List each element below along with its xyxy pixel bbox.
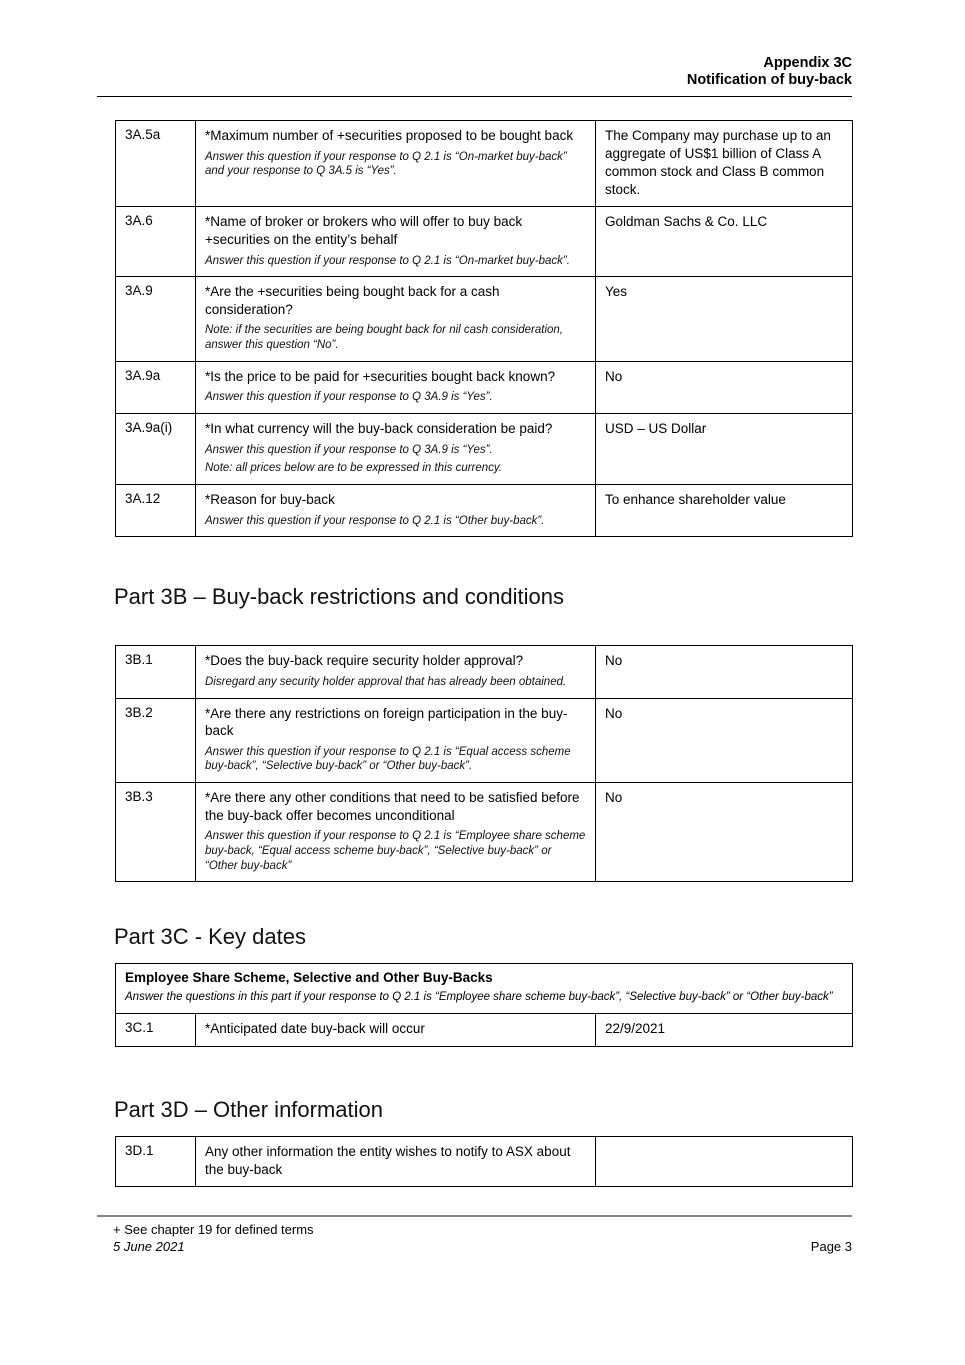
page-number: Page 3 bbox=[810, 1239, 852, 1255]
question-note: Answer this question if your response to Q 2.1 is “On-market buy-back”. bbox=[205, 254, 570, 267]
question-text: *Does the buy-back require security holder approval? bbox=[205, 653, 524, 669]
answer-cell: No bbox=[596, 361, 853, 413]
header-divider bbox=[97, 96, 852, 97]
footer-row bbox=[113, 1239, 852, 1254]
banner-cell bbox=[116, 964, 853, 1014]
part3d-table bbox=[115, 1136, 853, 1187]
defined-terms-note: + See chapter 19 for defined terms bbox=[113, 1222, 314, 1238]
question-cell bbox=[196, 414, 596, 485]
table-row bbox=[116, 1014, 853, 1047]
answer-cell bbox=[596, 1137, 853, 1187]
footer-date: 5 June 2021 bbox=[113, 1239, 185, 1255]
question-text: *Maximum number of +securities proposed to be bought back bbox=[205, 128, 574, 144]
question-text: *Are there any other conditions that need to be satisfied before the buy-back offer becomes unconditional bbox=[205, 790, 580, 823]
part3b-heading: Part 3B – Buy-back restrictions and conditions bbox=[114, 584, 565, 610]
question-cell bbox=[196, 361, 596, 413]
question-cell bbox=[196, 485, 596, 537]
question-text: Any other information the entity wishes to notify to ASX about the buy-back bbox=[205, 1144, 571, 1177]
question-text: *Are the +securities being bought back for a cash consideration? bbox=[205, 284, 500, 317]
question-cell bbox=[196, 783, 596, 882]
banner-title: Employee Share Scheme, Selective and Other Buy-Backs bbox=[125, 970, 493, 986]
question-note: Note: if the securities are being bought back for nil cash consideration, answer this question “No”. bbox=[205, 324, 563, 352]
answer-cell: No bbox=[596, 646, 853, 698]
answer-cell: 22/9/2021 bbox=[596, 1014, 853, 1047]
question-note: Disregard any security holder approval that has already been obtained. bbox=[205, 675, 567, 688]
question-note: Answer this question if your response to Q 2.1 is “Equal access scheme buy-back”, “Selective buy-back” or “Other buy-back”. bbox=[205, 745, 571, 773]
answer-cell: Yes bbox=[596, 277, 853, 362]
part3d-heading: Part 3D – Other information bbox=[114, 1097, 384, 1123]
item-number: 3A.6 bbox=[116, 207, 196, 277]
part3c-heading: Part 3C - Key dates bbox=[114, 924, 306, 950]
document-footer bbox=[97, 1215, 852, 1254]
question-cell bbox=[196, 1014, 596, 1047]
question-text: *Reason for buy-back bbox=[205, 492, 335, 508]
table-row bbox=[116, 783, 853, 882]
table-row bbox=[116, 277, 853, 362]
question-text: *Are there any restrictions on foreign participation in the buy-back bbox=[205, 705, 568, 739]
question-note: Answer this question if your response to Q 3A.9 is “Yes”. bbox=[205, 391, 493, 404]
document-header bbox=[97, 55, 852, 89]
question-cell bbox=[196, 207, 596, 277]
part3a-table bbox=[115, 120, 853, 537]
item-number: 3B.2 bbox=[116, 698, 196, 783]
question-cell bbox=[196, 277, 596, 362]
answer-cell: USD – US Dollar bbox=[596, 414, 853, 485]
appendix-subtitle: Notification of buy-back bbox=[686, 72, 852, 89]
table-row bbox=[116, 1137, 853, 1187]
answer-cell: No bbox=[596, 783, 853, 882]
item-number: 3B.3 bbox=[116, 783, 196, 882]
question-cell bbox=[196, 646, 596, 698]
item-number: 3A.5a bbox=[116, 121, 196, 207]
item-number: 3A.9a(i) bbox=[116, 414, 196, 485]
table-row bbox=[116, 646, 853, 698]
item-number: 3B.1 bbox=[116, 646, 196, 698]
answer-cell: Goldman Sachs & Co. LLC bbox=[596, 207, 853, 277]
table-row bbox=[116, 414, 853, 485]
part3c-table bbox=[115, 963, 853, 1047]
table-row bbox=[116, 964, 853, 1014]
question-note: Answer this question if your response to Q 2.1 is “Employee share scheme buy-back, “Equal access scheme buy-back”, “Selective buy-back” or “Other buy-back” bbox=[205, 830, 586, 872]
table-row bbox=[116, 121, 853, 207]
table-row bbox=[116, 485, 853, 537]
answer-cell: To enhance shareholder value bbox=[596, 485, 853, 537]
question-note: Answer this question if your response to Q 2.1 is “Other buy-back”. bbox=[205, 514, 545, 527]
question-cell bbox=[196, 1137, 596, 1187]
question-cell bbox=[196, 698, 596, 783]
banner-note: Answer the questions in this part if your response to Q 2.1 is “Employee share scheme buy-back”, “Selective buy-back” or “Other buy-back” bbox=[125, 991, 833, 1004]
table-row bbox=[116, 698, 853, 783]
question-text: *Anticipated date buy-back will occur bbox=[205, 1021, 425, 1037]
appendix-title: Appendix 3C bbox=[763, 55, 852, 71]
item-number: 3A.9a bbox=[116, 361, 196, 413]
table-row bbox=[116, 207, 853, 277]
question-note: Note: all prices below are to be expressed in this currency. bbox=[205, 462, 503, 475]
item-number: 3C.1 bbox=[116, 1014, 196, 1047]
question-text: *Is the price to be paid for +securities bought back known? bbox=[205, 368, 556, 384]
table-row bbox=[116, 361, 853, 413]
item-number: 3D.1 bbox=[116, 1137, 196, 1187]
question-note: Answer this question if your response to Q 3A.9 is “Yes”. bbox=[205, 443, 493, 456]
part3b-table bbox=[115, 645, 853, 882]
footer-divider bbox=[97, 1215, 852, 1217]
answer-cell: No bbox=[596, 698, 853, 783]
item-number: 3A.12 bbox=[116, 485, 196, 537]
question-text: *In what currency will the buy-back consideration be paid? bbox=[205, 421, 553, 437]
item-number: 3A.9 bbox=[116, 277, 196, 362]
answer-cell: The Company may purchase up to an aggregate of US$1 billion of Class A common stock and Class B common stock. bbox=[596, 121, 853, 207]
question-note: Answer this question if your response to Q 2.1 is “On-market buy-back” and your response to Q 3A.5 is “Yes”. bbox=[205, 150, 567, 178]
question-text: *Name of broker or brokers who will offer to buy back +securities on the entity’s behalf bbox=[205, 214, 523, 248]
question-cell bbox=[196, 121, 596, 207]
